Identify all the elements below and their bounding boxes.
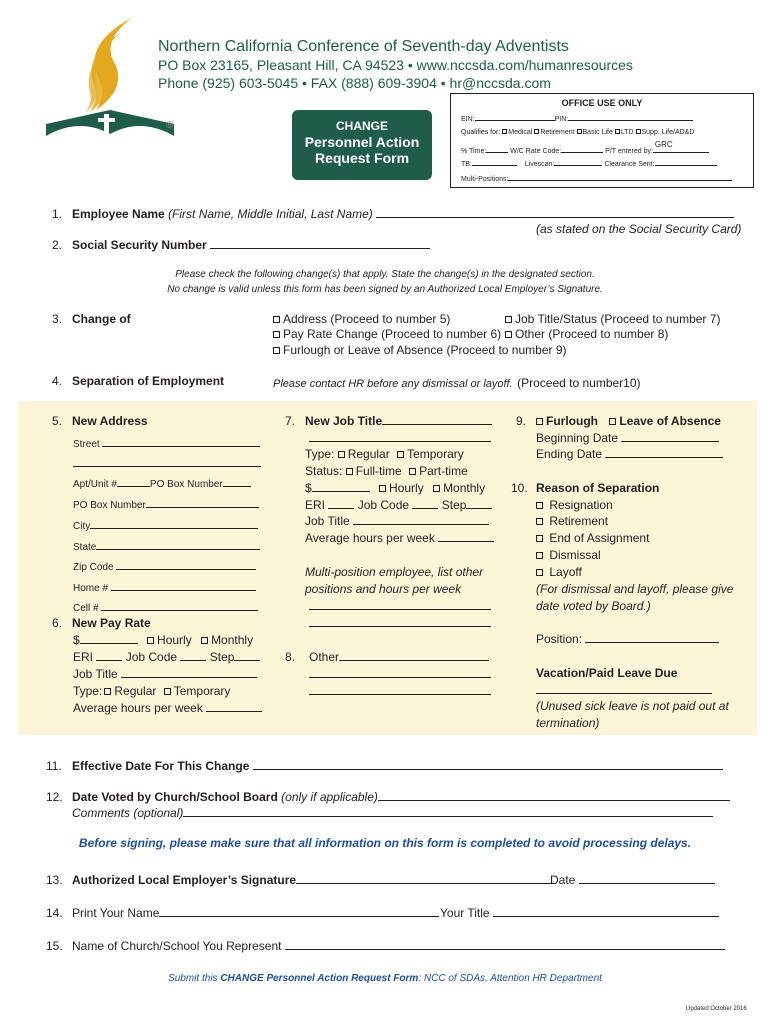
clearance-field[interactable] [655,159,717,166]
other-field-2[interactable] [309,667,491,678]
livescan-field[interactable] [554,159,602,166]
clearance-label: Clearance Sent: [604,161,655,168]
pay-avg-hours-label: Average hours per week [73,701,203,715]
new-job-title-field-2[interactable] [309,431,491,442]
instructions-line2: No change is valid unless this form has been signed by an Authorized Local Employer’s Signature. [167,284,603,295]
supp-life-checkbox[interactable] [636,129,641,134]
job-parttime-checkbox[interactable] [409,468,416,475]
begin-date-label: Beginning Date [536,431,619,445]
retirement-sep-checkbox[interactable] [536,518,543,525]
home-phone-field[interactable] [111,580,256,591]
street-field-2[interactable] [73,456,261,467]
org-address: PO Box 23165, Pleasant Hill, CA 94523 • www.nccsda.com/humanresources [158,57,633,73]
street-label: Street [73,439,100,450]
job-hourly-label: Hourly [389,481,424,495]
pay-job-code-field[interactable] [180,650,206,661]
city-label: City [73,521,91,532]
signature-date-field[interactable] [579,873,715,884]
job-eri-label: ERI [305,498,326,512]
end-date-label: Ending Date [536,447,603,461]
date-voted-field[interactable] [378,790,730,801]
street-field[interactable] [102,436,260,447]
apt-field[interactable] [117,476,150,487]
tb-label: TB: [461,161,472,168]
pt-entered-value: GRC [654,140,673,149]
pobox-field[interactable] [146,497,259,508]
new-address-label: New Address [72,414,148,428]
submit-note-form: CHANGE Personnel Action Request Form [220,973,419,984]
vacation-field[interactable] [536,683,712,694]
pay-regular-label: Regular [114,684,157,698]
q2-number: 2. [52,238,63,252]
date-voted-label: Date Voted by Church/School Board [72,790,278,804]
zip-field[interactable] [116,559,256,570]
pt-entered-field[interactable] [653,140,709,153]
pt-entered-label: P/T entered by: [605,148,653,155]
furlough-label: Furlough [546,414,598,428]
job-monthly-label: Monthly [443,481,486,495]
pin-label: PIN: [554,116,569,123]
q15-number: 15. [46,939,63,953]
job-job-title-field[interactable] [353,514,489,525]
job-avg-hours-field[interactable] [438,531,494,542]
q10-number: 10. [511,481,528,495]
basic-life-label: Basic Life [582,129,613,136]
print-name-field[interactable] [159,906,439,917]
pay-job-title-label: Job Title [73,667,118,681]
qualifies-label: Qualifies for: [461,129,501,136]
q6-number: 6. [52,616,63,630]
pay-job-code-label: Job Code [125,650,178,664]
vacation-label: Vacation/Paid Leave Due [536,666,678,680]
separation-label: Separation of Employment [72,374,225,388]
ltd-label: LTD [620,129,634,136]
q5-number: 5. [52,414,63,428]
job-job-title-label: Job Title [305,514,350,528]
pay-avg-hours-field[interactable] [206,701,262,712]
comments-label: Comments (optional) [72,806,184,820]
pin-field[interactable] [568,114,693,121]
job-fulltime-checkbox[interactable] [346,468,353,475]
pay-change-checkbox[interactable] [273,331,280,338]
form-title-line2: Personnel Action [304,134,420,150]
job-step-field[interactable] [466,498,492,509]
other-change-label: Other (Proceed to number 8) [515,327,669,341]
separation-proceed: (Proceed to number10) [517,376,641,390]
job-eri-field[interactable] [328,498,354,509]
leave-label: Leave of Absence [619,414,721,428]
unused-sick-note-1: (Unused sick leave is not paid out at [536,699,729,713]
pobox-inline-field[interactable] [223,476,251,487]
pay-monthly-checkbox[interactable] [201,637,208,644]
pay-temporary-label: Temporary [173,684,231,698]
time-field[interactable] [486,146,508,153]
multi-positions-field[interactable] [508,174,732,181]
position-field[interactable] [585,632,719,643]
job-status-label: Status: [305,464,343,478]
org-name: Northern California Conference of Seventh-day Adventists [158,38,569,55]
job-job-code-field[interactable] [412,498,438,509]
new-job-title-label: New Job Title [305,414,383,428]
pay-hourly-checkbox[interactable] [147,637,154,644]
multi-position-field-1[interactable] [309,599,491,610]
state-field[interactable] [96,539,260,550]
leave-checkbox[interactable] [609,418,616,425]
q9-number: 9. [516,414,527,428]
print-name-label: Print Your Name [72,906,160,920]
job-regular-checkbox[interactable] [338,451,345,458]
org-phone: Phone (925) 603-5045 • FAX (888) 609-3904 • hr@nccsda.com [158,75,551,91]
effective-date-field[interactable] [253,759,723,770]
begin-date-field[interactable] [621,431,719,442]
unused-sick-note-2: termination) [536,716,600,730]
employer-signature-field[interactable] [296,873,554,884]
dismissal-note-1: (For dismissal and layoff, please give [536,582,734,596]
church-name-field[interactable] [285,939,725,950]
dismissal-label: Dismissal [549,548,601,562]
medical-checkbox[interactable] [502,129,507,134]
office-use-title: OFFICE USE ONLY [561,98,643,108]
address-change-checkbox[interactable] [273,316,280,323]
livescan-label: Livescan: [524,161,555,168]
change-of-label: Change of [72,312,131,326]
signature-date-label: Date [550,873,576,887]
pay-change-label: Pay Rate Change (Proceed to number 6) [283,327,502,341]
pay-type-label: Type: [73,684,103,698]
form-title-box [292,110,432,180]
employee-name-note: (as stated on the Social Security Card) [536,222,742,236]
pay-monthly-label: Monthly [211,633,254,647]
job-temporary-label: Temporary [407,447,464,461]
q7-number: 7. [285,414,296,428]
home-phone-label: Home # [73,583,109,594]
other-change-checkbox[interactable] [505,331,512,338]
your-title-label: Your Title [440,906,490,920]
address-change-label: Address (Proceed to number 5) [283,312,451,326]
layoff-label: Layoff [549,565,582,579]
end-assignment-label: End of Assignment [549,531,650,545]
job-avg-hours-label: Average hours per week [305,531,435,545]
job-monthly-checkbox[interactable] [433,485,440,492]
cell-phone-label: Cell # [73,603,99,614]
apt-label: Apt/Unit # [73,479,117,490]
other-field-1[interactable] [339,650,489,661]
dismissal-checkbox[interactable] [536,552,543,559]
q14-number: 14. [46,906,63,920]
new-job-title-field[interactable] [382,414,492,425]
pay-step-field[interactable] [234,650,260,661]
employee-name-field[interactable] [376,207,734,218]
date-voted-hint: (only if applicable) [281,790,378,804]
state-label: State [73,542,97,553]
q12-number: 12. [46,790,63,804]
ssn-field[interactable] [210,238,430,249]
job-change-checkbox[interactable] [505,316,512,323]
position-label: Position: [536,632,583,646]
job-fulltime-label: Full-time [355,464,402,478]
wc-field[interactable] [561,146,603,153]
ssn-label: Social Security Number [72,238,207,252]
job-change-label: Job Title/Status (Proceed to number 7) [515,312,721,326]
church-name-label: Name of Church/School You Represent [72,939,282,953]
retirement-sep-label: Retirement [549,514,609,528]
ein-label: EIN: [461,116,475,123]
pay-eri-field[interactable] [96,650,122,661]
wc-label: W/C Rate Code: [510,148,562,155]
job-amount-field[interactable] [312,481,370,492]
form-title-line3: Request Form [314,150,410,166]
pay-regular-checkbox[interactable] [104,688,111,695]
before-signing-note: Before signing, please make sure that all information on this form is completed to avoid processing delays. [78,836,692,850]
pay-temporary-checkbox[interactable] [164,688,171,695]
q1-number: 1. [52,207,63,221]
cross-icon [104,114,109,134]
city-field[interactable] [90,518,258,529]
end-date-field[interactable] [605,447,723,458]
pobox-inline-label: PO Box Number [149,479,223,490]
pay-hourly-label: Hourly [157,633,192,647]
form-title-line1: CHANGE [335,119,388,133]
pay-dollar-label: $ [73,633,80,647]
pay-eri-label: ERI [73,650,94,664]
q8-number: 8. [285,650,296,664]
job-dollar-label: $ [305,481,312,495]
retirement-label: Retirement [540,129,575,136]
furlough-checkbox[interactable] [536,418,543,425]
q13-number: 13. [46,873,63,887]
job-job-code-label: Job Code [357,498,410,512]
pobox-label: PO Box Number [73,500,146,511]
new-pay-rate-label: New Pay Rate [72,616,151,630]
tb-field[interactable] [472,159,517,166]
submit-note-pre: Submit this [168,973,221,984]
job-temporary-checkbox[interactable] [397,451,404,458]
job-step-label: Step [441,498,467,512]
other-label: Other [309,650,340,664]
retirement-checkbox[interactable] [534,129,539,134]
instructions-line1: Please check the following change(s) that apply. State the change(s) in the designated section. [175,269,595,280]
registered-mark: ® [166,120,174,131]
resignation-label: Resignation [549,498,613,512]
layoff-checkbox[interactable] [536,569,543,576]
job-hourly-checkbox[interactable] [379,485,386,492]
end-assignment-checkbox[interactable] [536,535,543,542]
effective-date-label: Effective Date For This Change [72,759,250,773]
q3-number: 3. [52,312,63,326]
separation-note: Please contact HR before any dismissal or layoff. [273,378,513,390]
reason-separation-label: Reason of Separation [536,481,660,495]
multi-position-note-1: Multi-position employee, list other [305,565,484,579]
multi-position-note-2: positions and hours per week [305,582,462,596]
other-field-3[interactable] [309,684,491,695]
employer-signature-label: Authorized Local Employer’s Signature [72,873,297,887]
pay-amount-field[interactable] [80,633,138,644]
cell-phone-field[interactable] [101,600,258,611]
ltd-checkbox[interactable] [615,129,620,134]
ein-field[interactable] [475,114,555,121]
multi-positions-label: Multi-Positions: [461,176,509,183]
supp-life-label: Supp. Life/AD&D [641,129,695,136]
resignation-checkbox[interactable] [536,502,543,509]
time-label: % Time: [461,148,487,155]
q11-number: 11. [46,759,62,773]
zip-label: Zip Code [73,562,114,573]
job-type-label: Type: [305,447,335,461]
basic-life-checkbox[interactable] [577,129,582,134]
updated-date: Updated October 2016 [686,1006,747,1012]
comments-field[interactable] [183,806,713,817]
furlough-change-label: Furlough or Leave of Absence (Proceed to number 9) [283,343,567,357]
pay-step-label: Step [209,650,235,664]
your-title-field[interactable] [493,906,719,917]
q4-number: 4. [52,374,63,388]
job-parttime-label: Part-time [419,464,468,478]
multi-position-field-2[interactable] [309,616,491,627]
submit-note-post: : NCC of SDAs, Attention HR Department [418,973,602,984]
employee-name-label: Employee Name [72,207,165,221]
furlough-change-checkbox[interactable] [273,347,280,354]
medical-label: Medical [508,129,533,136]
office-use-box [450,93,754,188]
employee-name-hint: (First Name, Middle Initial, Last Name) [168,207,373,221]
job-regular-label: Regular [347,447,390,461]
pay-job-title-field[interactable] [121,667,257,678]
dismissal-note-2: date voted by Board.) [536,599,651,613]
